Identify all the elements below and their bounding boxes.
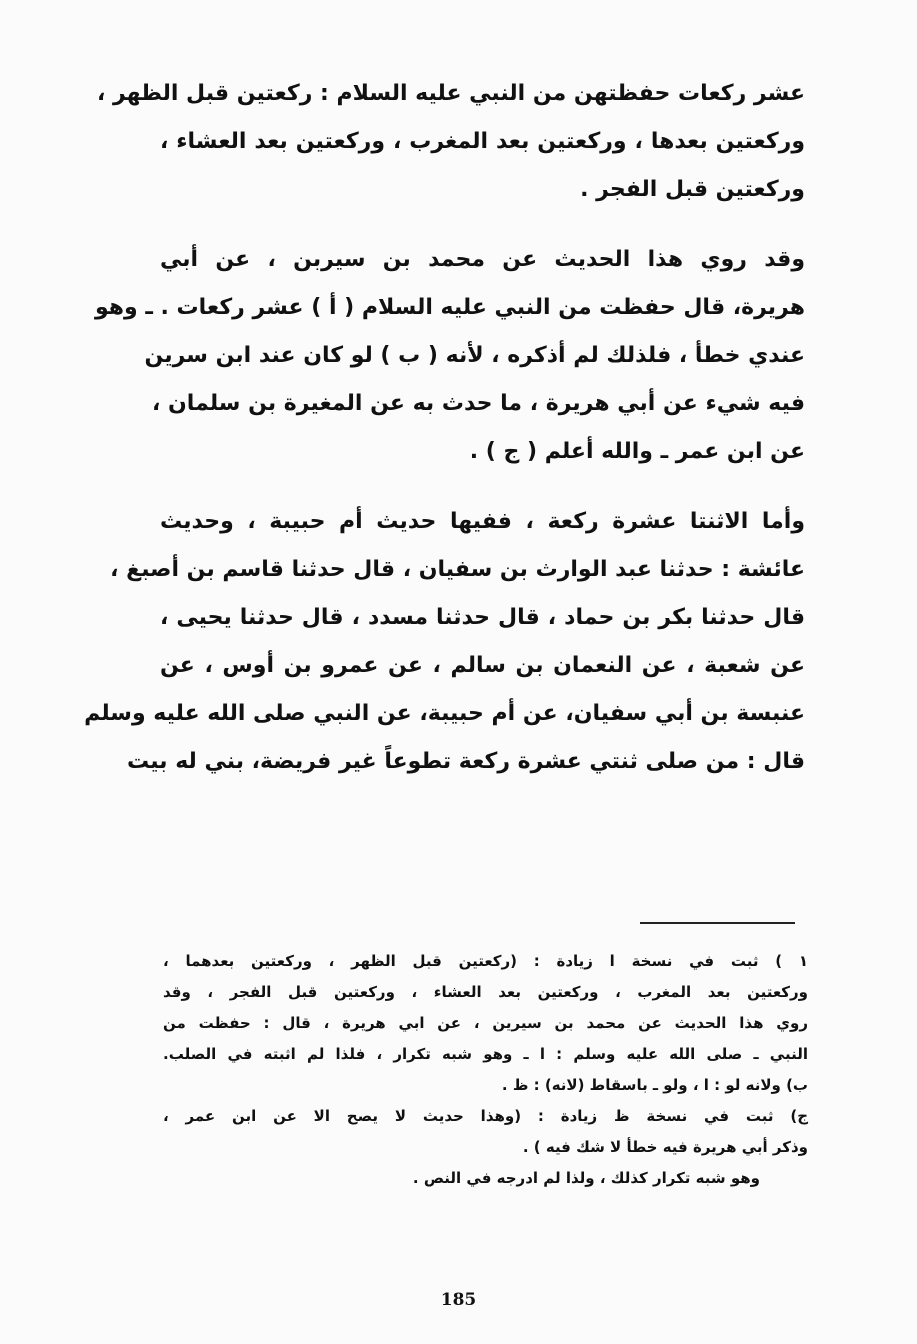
text-line: عشر ركعات حفظتهن من النبي عليه السلام : ركعتين قبل الظهر ، [96, 81, 805, 106]
footnote-a [163, 946, 808, 1070]
footnote-c [163, 1101, 808, 1163]
footnote-line: روي هذا الحديث عن محمد بن سيرين ، عن ابي هريرة ، قال : حفظت من [163, 1014, 808, 1032]
text-line: عن شعبة ، عن النعمان بن سالم ، عن عمرو بن أوس ، عن [160, 653, 805, 678]
footnote-line: ب) ولانه لو : ا ، ولو ـ باسقاط (لانه) : ظ . [501, 1076, 808, 1094]
paragraph-1 [96, 70, 805, 214]
text-line: فيه شيء عن أبي هريرة ، ما حدث به عن المغيرة بن سلمان ، [152, 391, 805, 416]
text-line: وقد روي هذا الحديث عن محمد بن سيربن ، عن أبي [160, 247, 805, 272]
text-line: وأما الاثنتا عشرة ركعة ، ففيها حديث أم حبيبة ، وحديث [160, 509, 805, 534]
paragraph-2 [94, 236, 805, 476]
text-line: عندي خطأ ، فلذلك لم أذكره ، لأنه ( ب ) لو كان عند ابن سرين [144, 343, 805, 368]
footnote-line: النبي ـ صلى الله عليه وسلم : ا ـ وهو شبه تكرار ، فلذا لم اثبته في الصلب. [163, 1045, 808, 1063]
page-number: 185 [440, 1290, 477, 1310]
footnote-line: وركعتين بعد المغرب ، وركعتين بعد العشاء ، وركعتين قبل الفجر ، وقد [163, 983, 808, 1001]
footnote-line: ج) ثبت في نسخة ظ زيادة : (وهذا حديث لا يصح الا عن ابن عمر ، [163, 1107, 808, 1125]
footnote-divider [640, 922, 795, 924]
footnote-line: وهو شبه تكرار كذلك ، ولذا لم ادرجه في النص . [412, 1169, 760, 1187]
footnote-line: وذكر أبي هريرة فيه خطأ لا شك فيه ) . [522, 1138, 808, 1156]
text-line: عن ابن عمر ـ والله أعلم ( ج ) . [469, 439, 805, 464]
text-line: هريرة، قال حفظت من النبي عليه السلام ( أ ) عشر ركعات . ـ وهو [94, 295, 805, 320]
footnotes [163, 946, 808, 1194]
text-line: وركعتين قبل الفجر . [580, 177, 805, 202]
paragraph-3 [84, 498, 805, 786]
text-line: قال حدثنا بكر بن حماد ، قال حدثنا مسدد ، قال حدثنا يحيى ، [160, 605, 805, 630]
text-line: عائشة : حدثنا عبد الوارث بن سفيان ، قال حدثنا قاسم بن أصبغ ، [110, 557, 805, 582]
text-line: وركعتين بعدها ، وركعتين بعد المغرب ، وركعتين بعد العشاء ، [160, 129, 805, 154]
text-line: عنبسة بن أبي سفيان، عن أم حبيبة، عن النبي صلى الله عليه وسلم [84, 701, 805, 726]
footnote-b [163, 1070, 808, 1101]
text-line: قال : من صلى ثنتي عشرة ركعة تطوعاً غير فريضة، بني له بيت [127, 749, 805, 774]
main-text [84, 70, 805, 808]
footnote-c-continuation [163, 1163, 808, 1194]
footnote-line: ١ ) ثبت في نسخة ا زيادة : (ركعتين قبل الظهر ، وركعتين بعدهما ، [163, 952, 808, 970]
